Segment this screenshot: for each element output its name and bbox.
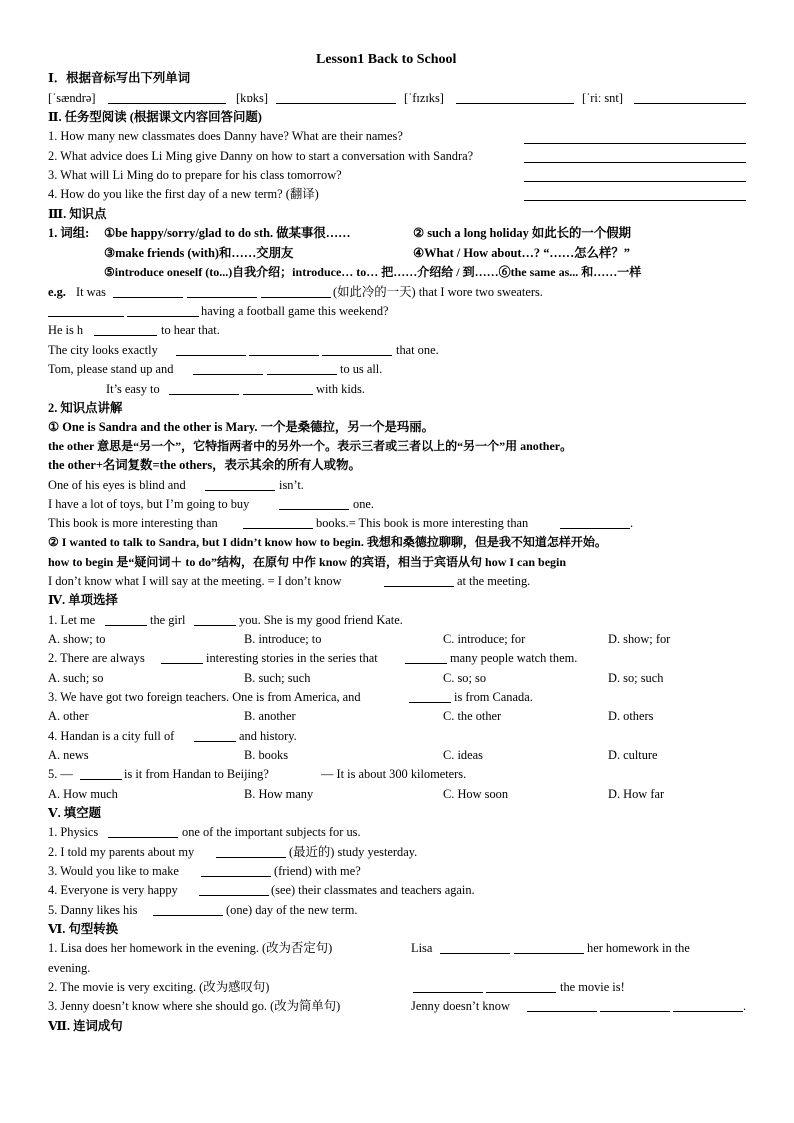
answer-blank[interactable] — [193, 374, 263, 375]
answer-line[interactable] — [524, 162, 746, 163]
example-text: He is h — [48, 323, 84, 337]
fill-item: 5. Danny likes his — [48, 903, 138, 917]
section-2-heading: Ⅱ. 任务型阅读 (根据课文内容回答问题) — [48, 110, 262, 124]
mc-question: you. She is my good friend Kate. — [239, 613, 403, 627]
answer-blank[interactable] — [634, 103, 746, 104]
mc-question: — It is about 300 kilometers. — [321, 767, 467, 781]
phonetic-3: [ˈfɪzɪks] — [404, 91, 444, 105]
section-6-heading: Ⅵ. 句型转换 — [48, 922, 119, 936]
mc-question: 1. Let me — [48, 613, 96, 627]
section-3-heading: Ⅲ. 知识点 — [48, 207, 107, 221]
transform-item: Jenny doesn’t know — [411, 999, 510, 1013]
phonetic-2: [kɒks] — [236, 91, 268, 105]
answer-blank[interactable] — [194, 625, 236, 626]
phrase-item: ② such a long holiday 如此长的一个假期 — [413, 226, 631, 240]
page-title: Lesson1 Back to School — [316, 52, 457, 67]
answer-blank[interactable] — [194, 741, 236, 742]
phrases-label: 1. 词组: — [48, 226, 90, 240]
example-text: Tom, please stand up and — [48, 362, 174, 376]
mc-question: interesting stories in the series that — [206, 651, 378, 665]
answer-blank[interactable] — [276, 103, 396, 104]
example-text: with kids. — [316, 382, 365, 396]
answer-blank[interactable] — [440, 953, 510, 954]
exercise-text: One of his eyes is blind and — [48, 478, 186, 492]
mc-question: and history. — [239, 729, 297, 743]
mc-question: the girl — [150, 613, 186, 627]
exercise-text: I have a lot of toys, but I’m going to buy — [48, 497, 250, 511]
example-text: to us all. — [340, 362, 383, 376]
reading-question: 4. How do you like the first day of a new term? (翻译) — [48, 187, 319, 201]
mc-option[interactable]: C. so; so — [443, 671, 487, 685]
exercise-text: one. — [353, 497, 374, 511]
phonetic-1: [ˈsændrə] — [48, 91, 96, 105]
knowledge-point: ② I wanted to talk to Sandra, but I didn’t know how to begin. 我想和桑德拉聊聊，但是我不知道怎样开始。 — [48, 535, 607, 549]
answer-blank[interactable] — [267, 374, 337, 375]
exercise-text: books.= This book is more interesting than — [316, 516, 529, 530]
transform-item: 2. The movie is very exciting. (改为感叹句) — [48, 980, 270, 994]
transform-item: the movie is! — [560, 980, 625, 994]
answer-blank[interactable] — [201, 876, 271, 877]
mc-option[interactable]: D. others — [608, 709, 654, 723]
answer-blank[interactable] — [108, 837, 178, 838]
mc-question: is it from Handan to Beijing? — [124, 767, 269, 781]
mc-option[interactable]: B. books — [244, 748, 289, 762]
answer-blank[interactable] — [600, 1011, 670, 1012]
mc-option[interactable]: A. such; so — [48, 671, 104, 685]
exercise-text: I don’t know what I will say at the meeting. = I don’t know — [48, 574, 342, 588]
answer-line[interactable] — [524, 181, 746, 182]
answer-blank[interactable] — [527, 1011, 597, 1012]
example-text: The city looks exactly — [48, 343, 158, 357]
answer-blank[interactable] — [161, 663, 203, 664]
exercise-text: This book is more interesting than — [48, 516, 218, 530]
answer-blank[interactable] — [169, 394, 239, 395]
mc-question: 4. Handan is a city full of — [48, 729, 175, 743]
answer-blank[interactable] — [413, 992, 483, 993]
answer-blank[interactable] — [205, 490, 275, 491]
section-1-heading: Ⅰ．根据音标写出下列单词 — [48, 71, 191, 85]
exercise-text: . — [630, 516, 634, 530]
knowledge-point: the other 意思是“另一个”，它特指两者中的另外一个。表示三者或三者以上的“另一个”用 another。 — [48, 439, 573, 453]
fill-item: one of the important subjects for us. — [182, 825, 361, 839]
knowledge-label: 2. 知识点讲解 — [48, 401, 123, 415]
example-text: to hear that. — [161, 323, 220, 337]
mc-option[interactable]: B. introduce; to — [244, 632, 322, 646]
answer-blank[interactable] — [94, 335, 157, 336]
reading-question: 3. What will Li Ming do to prepare for his class tomorrow? — [48, 168, 342, 182]
answer-blank[interactable] — [199, 895, 269, 896]
phonetic-4: [ˈriː snt] — [582, 91, 623, 105]
example-text: having a football game this weekend? — [201, 304, 389, 318]
section-5-heading: Ⅴ. 填空题 — [48, 806, 101, 820]
mc-option[interactable]: A. How much — [48, 787, 118, 801]
answer-blank[interactable] — [560, 528, 630, 529]
fill-item: 3. Would you like to make — [48, 864, 179, 878]
phrase-item: ①be happy/sorry/glad to do sth. 做某事很…… — [104, 226, 351, 240]
fill-item: (friend) with me? — [274, 864, 361, 878]
knowledge-point: the other+名词复数=the others，表示其余的所有人或物。 — [48, 458, 361, 472]
exercise-text: at the meeting. — [457, 574, 531, 588]
mc-option[interactable]: C. ideas — [443, 748, 483, 762]
answer-blank[interactable] — [514, 953, 584, 954]
fill-item: 1. Physics — [48, 825, 99, 839]
fill-item: (最近的) study yesterday. — [289, 845, 418, 859]
exercise-text: isn’t. — [279, 478, 304, 492]
transform-item: her homework in the — [587, 941, 690, 955]
transform-item: 3. Jenny doesn’t know where she should go. (改为简单句) — [48, 999, 341, 1013]
phrase-item: ④What / How about…? “……怎么样？” — [413, 246, 630, 260]
mc-question: many people watch them. — [450, 651, 578, 665]
fill-item: 2. I told my parents about my — [48, 845, 195, 859]
answer-blank[interactable] — [105, 625, 147, 626]
answer-blank[interactable] — [673, 1011, 743, 1012]
example-text: It’s easy to — [106, 382, 160, 396]
answer-blank[interactable] — [322, 355, 392, 356]
mc-question: 2. There are always — [48, 651, 145, 665]
example-text: that one. — [396, 343, 439, 357]
mc-option[interactable]: D. so; such — [608, 671, 664, 685]
fill-item: (see) their classmates and teachers again. — [271, 883, 475, 897]
answer-blank[interactable] — [80, 779, 122, 780]
mc-question: 3. We have got two foreign teachers. One is from America, and — [48, 690, 361, 704]
answer-blank[interactable] — [261, 297, 331, 298]
answer-blank[interactable] — [456, 103, 574, 104]
answer-blank[interactable] — [153, 915, 223, 916]
mc-option[interactable]: C. How soon — [443, 787, 509, 801]
knowledge-point: ① One is Sandra and the other is Mary. 一个是桑德拉，另一个是玛丽。 — [48, 420, 435, 434]
reading-question: 1. How many new classmates does Danny have? What are their names? — [48, 129, 403, 143]
phrase-item: ⑤introduce oneself (to...)自我介绍；introduce… to… 把……介绍给 / 到……⑥the same as... 和……一样 — [104, 265, 642, 279]
mc-option[interactable]: A. other — [48, 709, 89, 723]
mc-option[interactable]: A. show; to — [48, 632, 106, 646]
answer-blank[interactable] — [113, 297, 183, 298]
mc-option[interactable]: B. How many — [244, 787, 314, 801]
answer-blank[interactable] — [216, 857, 286, 858]
fill-item: (one) day of the new term. — [226, 903, 358, 917]
mc-question: 5. — — [48, 767, 73, 781]
answer-line[interactable] — [524, 200, 746, 201]
answer-blank[interactable] — [249, 355, 319, 356]
answer-line[interactable] — [524, 143, 746, 144]
mc-option[interactable]: C. the other — [443, 709, 502, 723]
mc-question: is from Canada. — [454, 690, 533, 704]
mc-option[interactable]: D. How far — [608, 787, 665, 801]
transform-item: 1. Lisa does her homework in the evening. (改为否定句) — [48, 941, 333, 955]
mc-option[interactable]: B. such; such — [244, 671, 311, 685]
knowledge-point: how to begin 是“疑问词＋ to do”结构，在原句 中作 know 的宾语，相当于宾语从句 how I can begin — [48, 555, 567, 569]
example-label: e.g. — [48, 285, 66, 299]
answer-blank[interactable] — [108, 103, 226, 104]
phrase-item: ③make friends (with)和……交朋友 — [104, 246, 294, 260]
answer-blank[interactable] — [486, 992, 556, 993]
mc-option[interactable]: B. another — [244, 709, 296, 723]
mc-option[interactable]: D. show; for — [608, 632, 671, 646]
transform-item: . — [743, 999, 747, 1013]
mc-option[interactable]: A. news — [48, 748, 89, 762]
example-text: It was — [76, 285, 106, 299]
answer-blank[interactable] — [243, 394, 313, 395]
answer-blank[interactable] — [243, 528, 313, 529]
fill-item: 4. Everyone is very happy — [48, 883, 178, 897]
transform-item: Lisa — [411, 941, 433, 955]
transform-item: evening. — [48, 961, 91, 975]
answer-blank[interactable] — [279, 509, 349, 510]
answer-blank[interactable] — [409, 702, 451, 703]
answer-blank[interactable] — [187, 297, 257, 298]
answer-blank[interactable] — [405, 663, 447, 664]
mc-option[interactable]: C. introduce; for — [443, 632, 526, 646]
answer-blank[interactable] — [127, 316, 199, 317]
phonetics-row — [0, 89, 794, 108]
section-4-heading: Ⅳ. 单项选择 — [48, 593, 118, 607]
answer-blank[interactable] — [48, 316, 124, 317]
answer-blank[interactable] — [176, 355, 246, 356]
reading-question: 2. What advice does Li Ming give Danny on how to start a conversation with Sandra? — [48, 149, 474, 163]
example-text: (如此冷的一天) that I wore two sweaters. — [333, 285, 543, 299]
answer-blank[interactable] — [384, 586, 454, 587]
mc-option[interactable]: D. culture — [608, 748, 658, 762]
section-7-heading: Ⅶ. 连词成句 — [48, 1019, 123, 1033]
